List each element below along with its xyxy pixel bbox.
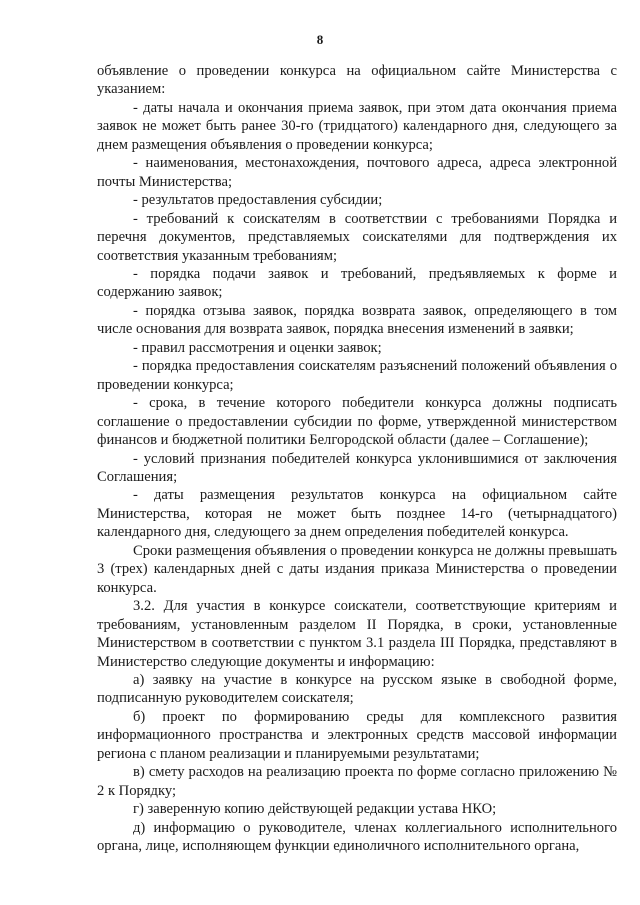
paragraph: 3.2. Для участия в конкурсе соискатели, соответствующие критериям и требованиям, установленным разделом II Порядка, в сроки, установленные Министерством в соответствии с пунктом 3.1 раздела III Порядка, представляют в Министерство следующие документы и информацию: <box>97 598 617 670</box>
paragraph: в) смету расходов на реализацию проекта по форме согласно приложению № 2 к Порядку; <box>97 764 617 799</box>
document-body <box>97 62 617 855</box>
paragraph: а) заявку на участие в конкурсе на русском языке в свободной форме, подписанную руководителем соискателя; <box>97 671 617 707</box>
paragraph: г) заверенную копию действующей редакции устава НКО; <box>133 801 497 818</box>
page-number: 8 <box>316 32 324 47</box>
paragraph: - порядка предоставления соискателям разъяснений положений объявления о проведении конкурса; <box>97 358 617 393</box>
paragraph: - даты размещения результатов конкурса на официальном сайте Министерства, которая не может быть позднее 14-го (четырнадцатого) календарного дня, следующего за днем определения победителей конкурса. <box>97 487 617 541</box>
paragraph: д) информацию о руководителе, членах коллегиального исполнительного органа, лице, исполняющем функции единоличного исполнительного органа, <box>97 819 617 855</box>
paragraph: - даты начала и окончания приема заявок, при этом дата окончания приема заявок не может быть ранее 30-го (тридцатого) календарного дня, следующего за днем размещения объявления о проведении конкурса; <box>97 99 617 153</box>
paragraph: - результатов предоставления субсидии; <box>133 192 383 209</box>
paragraph: - срока, в течение которого победители конкурса должны подписать соглашение о предоставлении субсидии по форме, утвержденной министерством финансов и бюджетной политики Белгородской области (далее – Соглашение); <box>97 395 617 449</box>
paragraph: объявление о проведении конкурса на официальном сайте Министерства с указанием: <box>97 63 617 98</box>
paragraph: - порядка отзыва заявок, порядка возврата заявок, определяющего в том числе основания для возврата заявок, порядка внесения изменений в заявки; <box>97 302 617 338</box>
paragraph: - условий признания победителей конкурса уклонившимися от заключения Соглашения; <box>97 450 617 485</box>
paragraph: - наименования, местонахождения, почтового адреса, адреса электронной почты Министерства; <box>97 155 617 190</box>
paragraph: - требований к соискателям в соответствии с требованиями Порядка и перечня документов, представляемых соискателями для подтверждения их соответствия указанным требованиям; <box>97 210 617 264</box>
paragraph: - правил рассмотрения и оценки заявок; <box>133 339 382 356</box>
paragraph: Сроки размещения объявления о проведении конкурса не должны превышать 3 (трех) календарных дней с даты издания приказа Министерства о проведении конкурса. <box>97 542 617 596</box>
paragraph: б) проект по формированию среды для комплексного развития информационного пространства и электронных средств массовой информации региона с планом реализации и планируемыми результатами; <box>97 708 617 762</box>
paragraph: - порядка подачи заявок и требований, предъявляемых к форме и содержанию заявок; <box>97 265 617 301</box>
